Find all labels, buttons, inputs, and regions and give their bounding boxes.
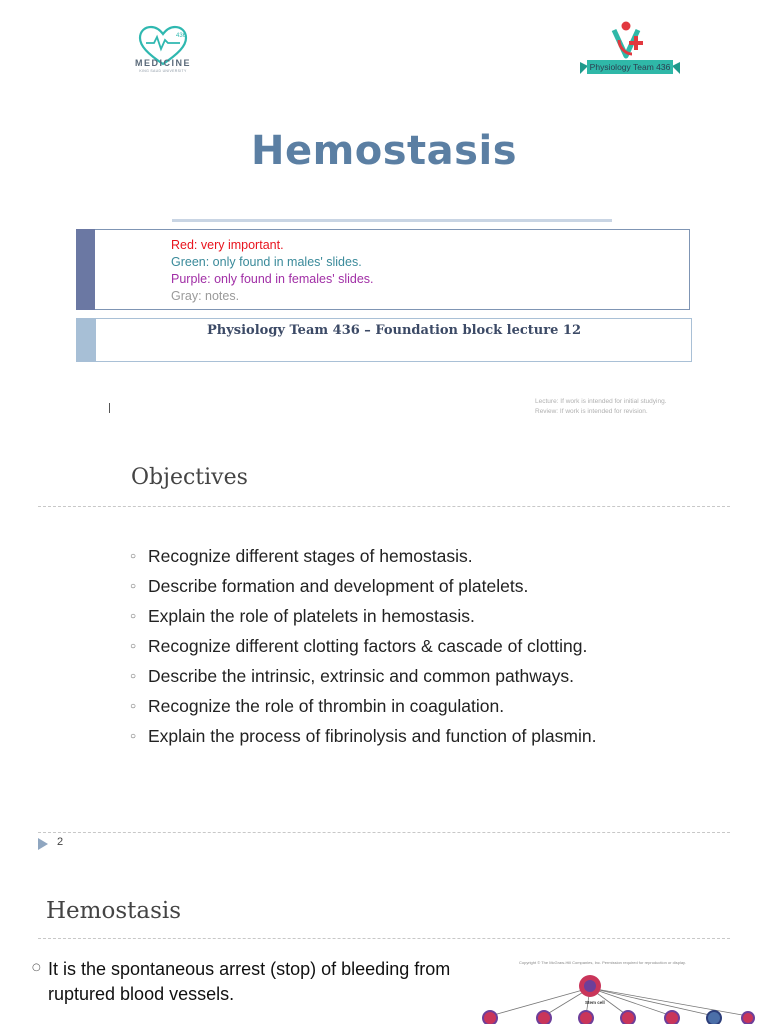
logo-badge-number: 436 <box>176 33 187 39</box>
circle-bullet-icon: ○ <box>130 701 137 713</box>
list-item <box>130 571 730 601</box>
list-item <box>130 721 730 751</box>
circle-bullet-icon: ○ <box>130 731 137 743</box>
legend-red: Red: very important. <box>171 238 284 252</box>
legend-green: Green: only found in males' slides. <box>171 255 362 269</box>
stem-cell-label: Stem cell <box>585 1000 605 1005</box>
slide-arrow-icon <box>38 838 48 850</box>
review-note: Review: If work is intended for revision. <box>535 408 648 415</box>
medicine-logo-text: MEDICINE <box>134 58 191 68</box>
page-title: Hemostasis <box>250 128 517 174</box>
circle-bullet-icon: ○ <box>130 641 137 653</box>
objective-text: Explain the process of fibrinolysis and function of plasmin. <box>148 726 597 746</box>
stem-cell-diagram <box>476 966 756 1024</box>
objective-text: Describe the intrinsic, extrinsic and common pathways. <box>148 666 575 686</box>
objective-text: Explain the role of platelets in hemostasis. <box>148 606 475 626</box>
lecture-note: Lecture: If work is intended for initial studying. <box>535 398 667 405</box>
list-item <box>130 691 730 721</box>
text-cursor-mark <box>109 403 110 413</box>
objectives-divider <box>38 506 730 507</box>
objective-text: Recognize different clotting factors & cascade of clotting. <box>148 636 588 656</box>
circle-bullet-icon: ○ <box>32 962 41 973</box>
legend-purple: Purple: only found in females' slides. <box>171 272 374 286</box>
team-accent-bar <box>76 318 96 362</box>
list-item <box>130 541 730 571</box>
circle-bullet-icon: ○ <box>130 551 137 563</box>
section-heading: Hemostasis <box>46 898 182 924</box>
list-item <box>130 631 730 661</box>
list-item <box>130 601 730 631</box>
objective-text: Recognize different stages of hemostasis. <box>148 546 473 566</box>
title-divider <box>172 219 612 222</box>
physiology-team-banner: Physiology Team 436 <box>587 60 673 74</box>
medicine-logo-subtext: KING SAUD UNIVERSITY <box>139 69 187 73</box>
section-divider <box>38 938 730 939</box>
circle-bullet-icon: ○ <box>130 581 137 593</box>
objectives-list <box>130 541 730 751</box>
page-number: 2 <box>57 836 64 848</box>
color-legend-box <box>76 229 690 310</box>
slide-divider <box>38 832 730 833</box>
section-bullet-text: It is the spontaneous arrest (stop) of bleeding from ruptured blood vessels. <box>48 959 451 1004</box>
circle-bullet-icon: ○ <box>130 671 137 683</box>
objective-text: Recognize the role of thrombin in coagulation. <box>148 696 505 716</box>
stem-cell <box>579 975 601 997</box>
objective-text: Describe formation and development of platelets. <box>148 576 529 596</box>
objectives-heading: Objectives <box>131 465 248 490</box>
circle-bullet-icon: ○ <box>130 611 137 623</box>
list-item <box>130 661 730 691</box>
legend-gray: Gray: notes. <box>171 289 240 303</box>
legend-accent-bar <box>76 229 95 310</box>
figure-copyright: Copyright © The McGraw-Hill Companies, Inc. Permission required for reproduction or display. <box>519 960 686 965</box>
derived-cells <box>483 1011 754 1024</box>
team-lecture-line: Physiology Team 436 – Foundation block lecture 12 <box>207 323 581 338</box>
